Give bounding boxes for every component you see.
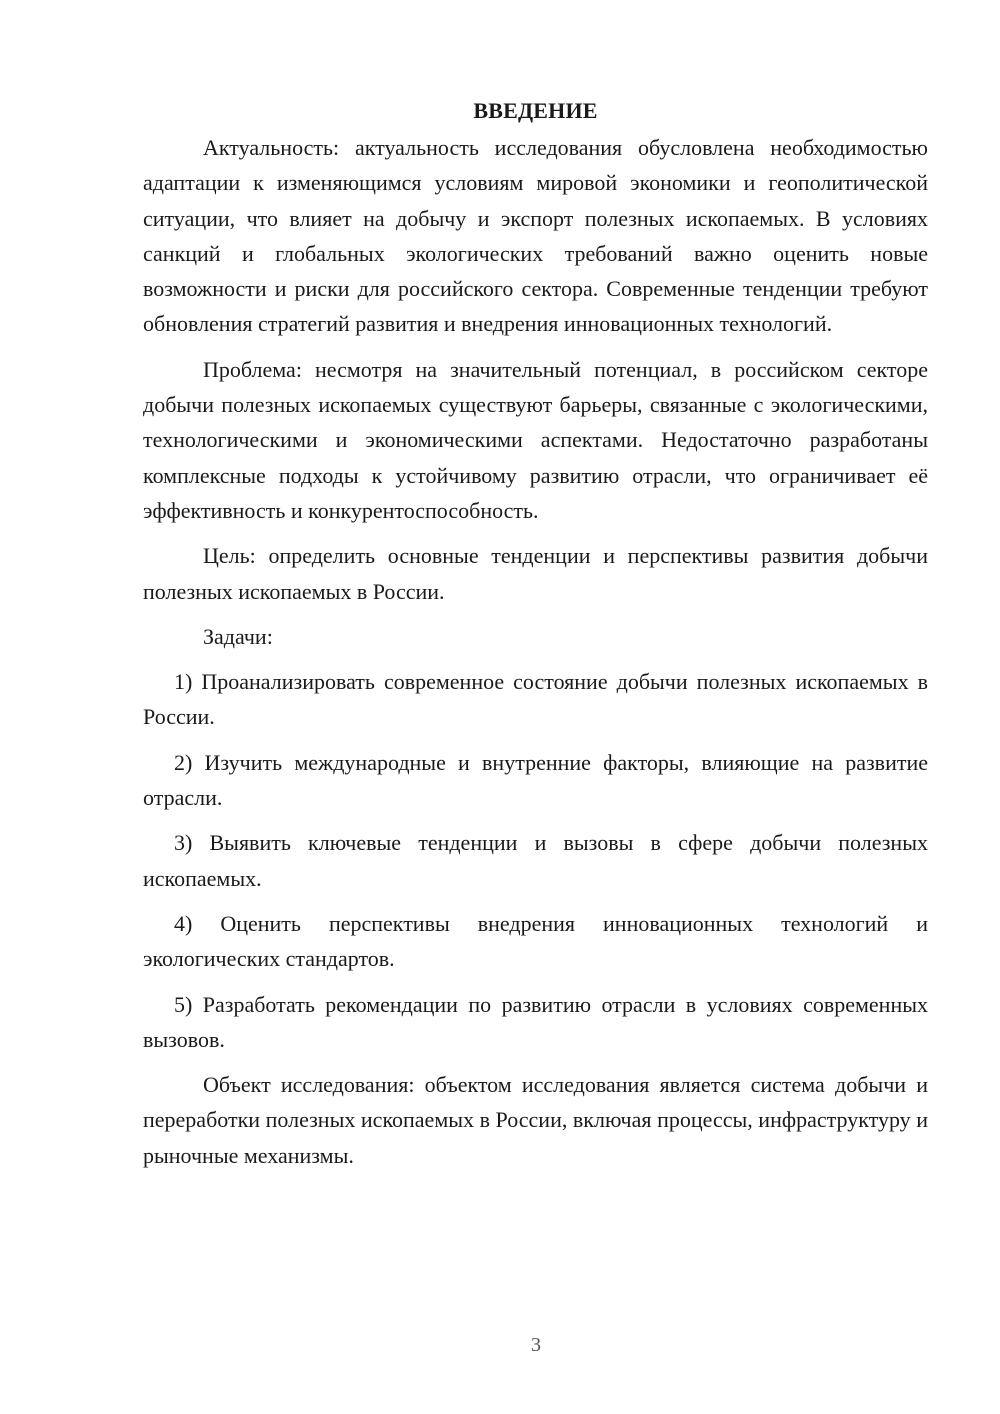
task-item-3: 3) Выявить ключевые тенденции и вызовы в сфере добычи полезных ископаемых. <box>143 830 928 891</box>
object-paragraph: Объект исследования: объектом исследования является система добычи и переработки полезных ископаемых в России, включая процессы, инфраструктуру и рыночные механизмы. <box>143 1072 928 1168</box>
problem-paragraph: Проблема: несмотря на значительный потенциал, в российском секторе добычи полезных ископаемых существуют барьеры, связанные с экологическими, технологическими и экономическими аспектами. Недостаточно разработаны комплексные подходы к устойчивому развитию отрасли, что ограничивает её эффективность и конкурентоспособность. <box>143 356 928 523</box>
section-heading: ВВЕДЕНИЕ <box>473 98 598 123</box>
page-number: 3 <box>531 1334 541 1356</box>
tasks-heading: Задачи: <box>203 623 273 649</box>
task-item-5: 5) Разработать рекомендации по развитию отрасли в условиях современных вызовов. <box>143 991 928 1052</box>
goal-paragraph: Цель: определить основные тенденции и перспективы развития добычи полезных ископаемых в России. <box>143 543 928 604</box>
relevance-paragraph: Актуальность: актуальность исследования обусловлена необходимостью адаптации к изменяющимся условиям мировой экономики и геополитической ситуации, что влияет на добычу и экспорт полезных ископаемых. В условиях санкций и глобальных экологических требований важно оценить новые возможности и риски для российского сектора. Современные тенденции требуют обновления стратегий развития и внедрения инновационных технологий. <box>143 135 928 337</box>
task-item-2: 2) Изучить международные и внутренние факторы, влияющие на развитие отрасли. <box>143 749 928 811</box>
task-item-4: 4) Оценить перспективы внедрения инновационных технологий и экологических стандартов. <box>143 910 928 972</box>
page-body <box>143 96 928 1173</box>
task-item-1: 1) Проанализировать современное состояние добычи полезных ископаемых в России. <box>143 669 928 730</box>
